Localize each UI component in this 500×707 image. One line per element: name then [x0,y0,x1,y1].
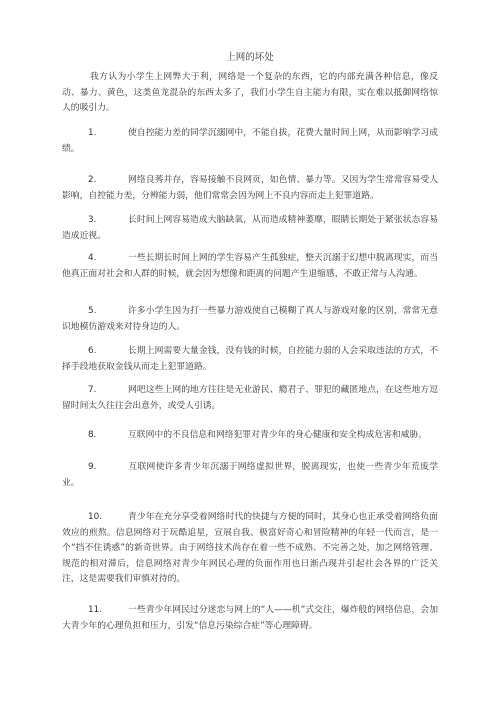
item-text: 互联网使许多青少年沉溺于网络虚拟世界，脱离现实，也使一些青少年荒废学业。 [62,462,438,488]
list-item [62,304,438,335]
item-text: 许多小学生因为打一些暴力游戏使自己模糊了真人与游戏对象的区别，常常无意识地模仿游戏来对待身边的人。 [62,306,438,332]
item-text: 互联网中的不良信息和网络犯罪对青少年的身心健康和安全构成危害和威胁。 [128,430,428,440]
item-text: 使自控能力差的同学沉溺网中，不能自拔，花费大量时间上网，从而影响学习成绩。 [62,128,438,154]
item-number: 4. [88,253,97,263]
document-title: 上网的坏处 [226,52,274,63]
item-number: 2. [88,175,97,185]
list-item [62,603,438,634]
item-number: 3. [88,215,97,225]
item-text: 网络良莠并存，容易接触不良网页，如色情、暴力等。又因为学生常常容易受人影响，自控能力差，分辨能力弱，他们常常会因为网上不良内容而走上犯罪道路。 [62,175,438,201]
item-number: 11. [88,605,102,615]
item-number: 9. [88,462,97,472]
item-number: 7. [88,385,97,395]
item-text: 青少年在充分享受着网络时代的快捷与方便的同时，其身心也正承受着网络负面效应的煎熬。信息网络对于玩酷追星，宣展自我、极富好奇心和冒险精神的年轻一代而言，是一个“挡不住诱惑”的新奇世界。由于网络技术尚存在着一些不成熟、不完善之处，加之网络管理、规范的相对滞后，信息网络对青少年网民心理的负面作用也日渐凸现并引起社会各界的广泛关注，这是需要我们审慎对待的。 [62,512,438,584]
list-item [62,383,438,414]
list-item [62,344,438,375]
list-item [62,510,438,588]
list-item [62,460,438,491]
intro-paragraph: 我方认为小学生上网弊大于利，网络是一个复杂的东西，它的内部充满各种信息，像反动、暴力、黄色，这类鱼龙混杂的东西太多了，我们小学生自主能力有限，实在难以抵御网络惊人的吸引力。 [62,72,438,113]
item-number: 5. [88,306,97,316]
item-text: 一些青少年网民过分迷恋与网上的“人——机”式交往，爆炸般的网络信息，会加大青少年的心理负担和压力，引发“信息污染综合症”等心理障碍。 [62,605,438,631]
list-item [62,126,438,157]
item-text: 一些长期长时间上网的学生容易产生孤独症，整天沉溺于幻想中脱离现实，而当他真正面对社会和人群的时候，就会因为想像和距离的问题产生退缩感，不敢正常与人沟通。 [62,253,438,279]
item-number: 6. [88,346,97,356]
item-number: 1. [88,128,97,138]
item-text: 网吧这些上网的地方往往是无业游民、瘾君子、罪犯的藏匿地点，在这些地方逗留时间太久往往会出意外，或受人引诱。 [62,385,438,411]
item-number: 10. [88,512,102,522]
list-item [62,173,438,204]
item-number: 8. [88,430,97,440]
item-text: 长期上网需要大量金钱，没有钱的时候，自控能力弱的人会采取违法的方式，不择手段地获取金钱从而走上犯罪道路。 [62,346,438,372]
list-item [62,251,438,282]
item-text: 长时间上网容易造成大脑缺氧，从而造成精神萎靡，眼睛长期处于紧张状态容易造成近视。 [62,215,438,241]
list-item [62,213,438,244]
list-item [62,428,438,444]
